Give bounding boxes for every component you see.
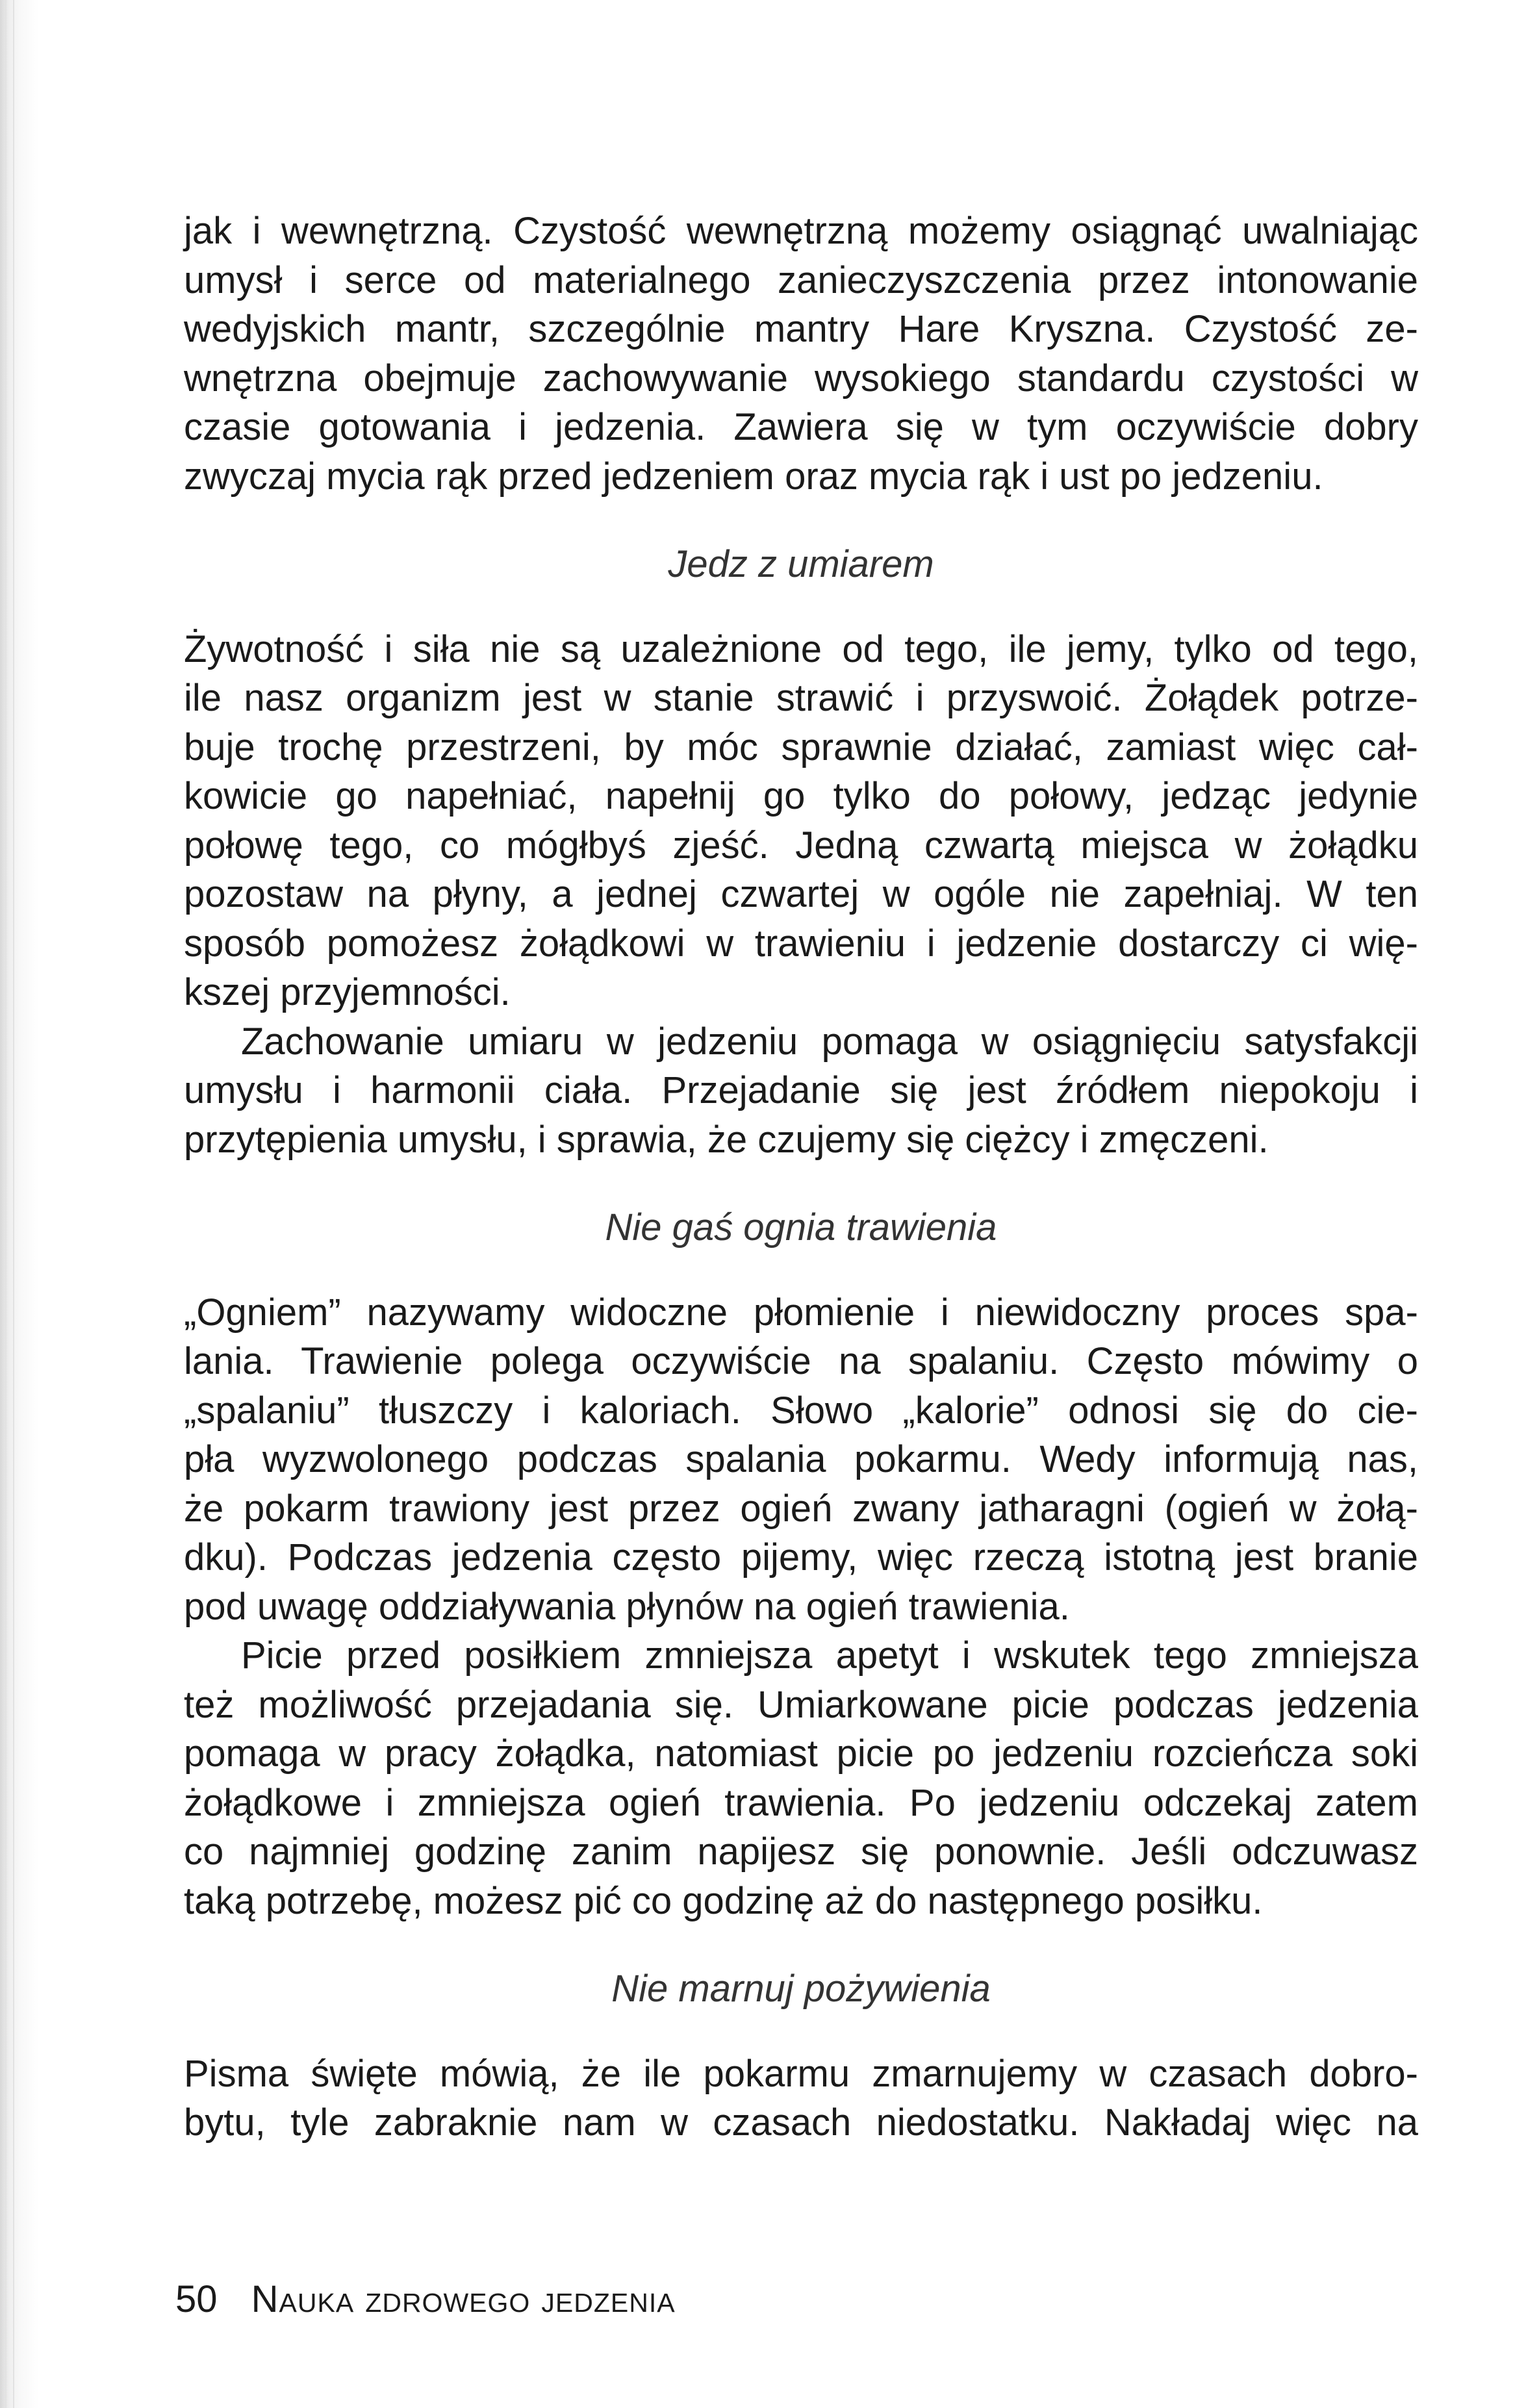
section-jedz-z-umiarem [184, 625, 1418, 1165]
text-line: taką potrzebę, możesz pić co godzinę aż do następnego posiłku. [184, 1879, 1263, 1922]
text-line: pła wyzwolonego podczas spalania pokarmu. Wedy informują nas, [184, 1438, 1418, 1480]
text-line: wnętrzna obejmuje zachowywanie wysokiego standardu czystości w [184, 357, 1418, 399]
text-line: Pisma święte mówią, że ile pokarmu zmarnujemy w czasach dobro- [184, 2052, 1418, 2095]
text-line: umysłu i harmonii ciała. Przejadanie się jest źródłem niepokoju i [184, 1069, 1418, 1111]
text-line: lania. Trawienie polega oczywiście na spalaniu. Często mówimy o [184, 1340, 1418, 1382]
section-nie-marnuj [184, 2049, 1418, 2148]
text-line: dku). Podczas jedzenia często pijemy, więc rzeczą istotną jest branie [184, 1536, 1418, 1578]
running-title: Nauka zdrowego jedzenia [251, 2278, 676, 2320]
text-line: umysł i serce od materialnego zanieczyszczenia przez intonowanie [184, 259, 1418, 301]
text-line: połowę tego, co mógłbyś zjeść. Jedną czwartą miejsca w żołądku [184, 824, 1418, 867]
text-line: pod uwagę oddziaływania płynów na ogień trawienia. [184, 1585, 1070, 1628]
page-body [184, 207, 1418, 2148]
text-line: że pokarm trawiony jest przez ogień zwany jatharagni (ogień w żołą- [184, 1487, 1418, 1530]
section-heading-nie-marnuj: Nie marnuj pożywienia [611, 1968, 991, 2010]
text-line: Zachowanie umiaru w jedzeniu pomaga w osiągnięciu satysfakcji [241, 1020, 1418, 1063]
text-line: kowicie go napełniać, napełnij go tylko do połowy, jedząc jedynie [184, 775, 1418, 817]
text-line: ile nasz organizm jest w stanie strawić i przyswoić. Żołądek potrze- [184, 677, 1418, 719]
text-line: co najmniej godzinę zanim napijesz się ponownie. Jeśli odczuwasz [184, 1831, 1418, 1873]
paragraph [184, 2049, 1418, 2148]
text-line: bytu, tyle zabraknie nam w czasach niedostatku. Nakładaj więc na [184, 2101, 1418, 2144]
text-line: wedyjskich mantr, szczególnie mantry Hare Kryszna. Czystość ze- [184, 308, 1418, 350]
paragraph [184, 625, 1418, 1017]
page-footer [175, 2277, 676, 2322]
text-line: sposób pomożesz żołądkowi w trawieniu i jedzenie dostarczy ci wię- [184, 922, 1418, 965]
paragraph [184, 207, 1418, 501]
text-line: Żywotność i siła nie są uzależnione od tego, ile jemy, tylko od tego, [184, 627, 1418, 670]
text-line: pomaga w pracy żołądka, natomiast picie po jedzeniu rozcieńcza soki [184, 1732, 1418, 1775]
section-nie-gas-ognia [184, 1288, 1418, 1926]
section-heading-jedz-z-umiarem: Jedz z umiarem [668, 543, 934, 585]
text-line: też możliwość przejadania się. Umiarkowane picie podczas jedzenia [184, 1683, 1418, 1726]
section-heading-nie-gas-ognia: Nie gaś ognia trawienia [605, 1206, 997, 1248]
paragraph [184, 1017, 1418, 1165]
scan-artifact-line [13, 0, 14, 2408]
text-line: pozostaw na płyny, a jednej czwartej w ogóle nie zapełniaj. W ten [184, 873, 1418, 915]
text-line: „spalaniu” tłuszczy i kaloriach. Słowo „kalorie” odnosi się do cie- [184, 1389, 1418, 1432]
text-line: jak i wewnętrzną. Czystość wewnętrzną możemy osiągnąć uwalniając [184, 210, 1418, 252]
page-number: 50 [175, 2278, 218, 2320]
paragraph [184, 1288, 1418, 1632]
text-line: kszej przyjemności. [184, 971, 511, 1013]
text-line: „Ogniem” nazywamy widoczne płomienie i niewidoczny proces spa- [184, 1291, 1418, 1334]
text-line: żołądkowe i zmniejsza ogień trawienia. Po jedzeniu odczekaj zatem [184, 1781, 1418, 1824]
text-line: zwyczaj mycia rąk przed jedzeniem oraz mycia rąk i ust po jedzeniu. [184, 455, 1323, 498]
text-line: Picie przed posiłkiem zmniejsza apetyt i wskutek tego zmniejsza [241, 1634, 1418, 1677]
paragraph [184, 1631, 1418, 1925]
text-line: czasie gotowania i jedzenia. Zawiera się w tym oczywiście dobry [184, 406, 1418, 448]
scan-artifact-line [5, 0, 6, 2408]
text-line: przytępienia umysłu, i sprawia, że czujemy się ciężcy i zmęczeni. [184, 1118, 1269, 1161]
intro-paragraphs [184, 207, 1418, 501]
text-line: buje trochę przestrzeni, by móc sprawnie działać, zamiast więc cał- [184, 726, 1418, 768]
